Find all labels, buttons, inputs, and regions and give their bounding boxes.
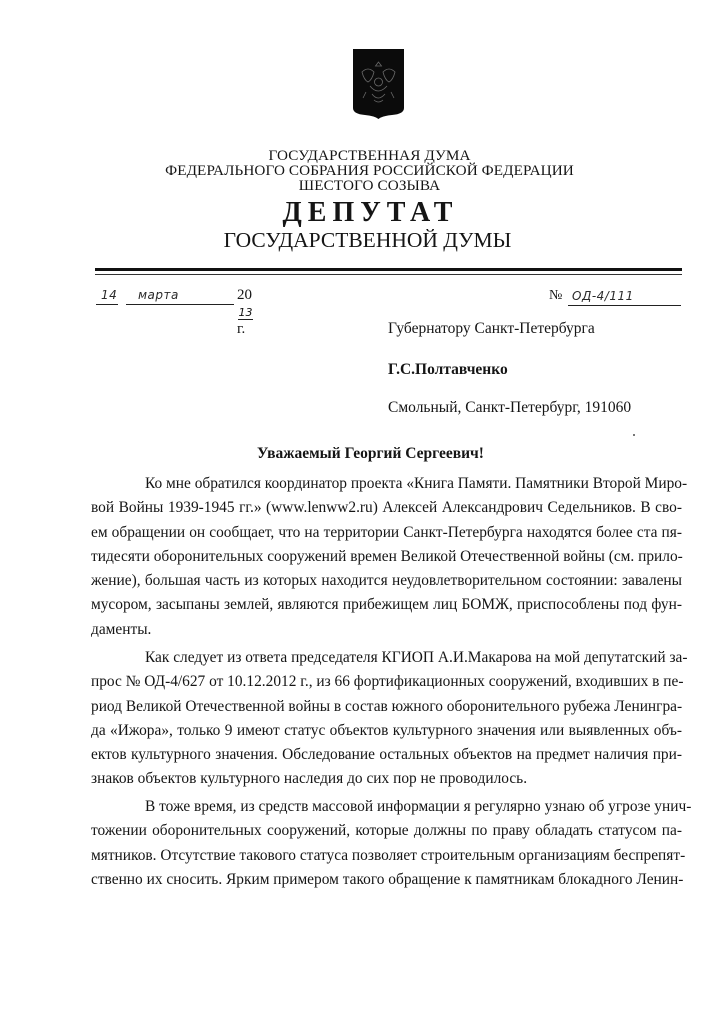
- letterhead-divider-thin: [95, 274, 682, 275]
- date-day: 14: [101, 288, 118, 302]
- coat-of-arms-emblem-icon: [352, 48, 405, 120]
- paragraph-1: [91, 472, 688, 642]
- paragraph-line: даменты.: [91, 620, 152, 638]
- addressee-name: Г.С.Полтавченко: [388, 361, 508, 378]
- paragraph-3: [91, 795, 692, 892]
- letterhead-title: ДЕПУТАТ: [282, 197, 459, 228]
- letterhead-divider-thick: [95, 268, 682, 271]
- paragraph-line: Как следует из ответа председателя КГИОП А.И.Макарова на мой депутатский за-: [145, 649, 688, 666]
- paragraph-line: знаков объектов культурного наследия до сих пор не проводилось.: [91, 770, 528, 788]
- paragraph-line: да «Ижора», только 9 имеют статус объектов культурного значения или выявленных объ-: [91, 721, 682, 739]
- paragraph-line: ектов культурного значения. Обследование остальных объектов на предмет наличия при-: [91, 746, 682, 764]
- paragraph-line: ственно их сносить. Ярким примером такого обращение к памятникам блокадного Ленин-: [91, 870, 684, 888]
- document-number: ОД-4/111: [572, 289, 634, 303]
- letterhead-line-2: ФЕДЕРАЛЬНОГО СОБРАНИЯ РОССИЙСКОЙ ФЕДЕРАЦИИ: [165, 162, 574, 179]
- paragraph-line: тожении оборонительных сооружений, которые должны по праву обладать статусом па-: [91, 822, 682, 840]
- paragraph-line: Ко мне обратился координатор проекта «Книга Памяти. Памятники Второй Миро-: [145, 475, 688, 492]
- paragraph-2: [91, 646, 688, 792]
- date-year-suffix: 13: [238, 306, 253, 319]
- paragraph-line: ем обращении он сообщает, что на территории Санкт-Петербурга находятся более ста пя-: [91, 523, 682, 541]
- salutation: Уважаемый Георгий Сергеевич!: [257, 445, 484, 462]
- date-month-line: [126, 287, 234, 305]
- scan-speck: [633, 434, 635, 436]
- paragraph-line: вой Войны 1939-1945 гг.» (www.lenww2.ru) Алексей Александрович Седельников. В сво-: [91, 499, 682, 517]
- paragraph-line: прос № ОД-4/627 от 10.12.2012 г., из 66 фортификационных сооружений, входивших в пе-: [91, 673, 684, 691]
- letterhead-subtitle: ГОСУДАРСТВЕННОЙ ДУМЫ: [223, 228, 512, 252]
- paragraph-line: жение), большая часть из которых находится неудовлетворительном состоянии: завалены: [91, 572, 682, 590]
- paragraph-line: тидесяти оборонительных сооружений времен Великой Отечественной войны (см. прило-: [91, 547, 683, 565]
- paragraph-line: В тоже время, из средств массовой информации я регулярно узнаю об угрозе унич-: [145, 798, 692, 815]
- date-day-line: [96, 287, 118, 305]
- date-year-unit: г.: [237, 321, 246, 337]
- document-number-field: [568, 288, 681, 306]
- date-year-prefix: 20: [237, 287, 252, 303]
- addressee-position: Губернатору Санкт-Петербурга: [388, 320, 595, 337]
- letterhead-line-1: ГОСУДАРСТВЕННАЯ ДУМА: [268, 147, 471, 164]
- number-sign: №: [549, 288, 563, 303]
- paragraph-line: мятников. Отсутствие такового статуса позволяет строительным организациям беспрепят-: [91, 846, 686, 864]
- date-month: марта: [138, 288, 179, 302]
- paragraph-line: мусором, засыпаны землей, являются прибежищем лиц БОМЖ, приспособлены под фун-: [91, 596, 682, 614]
- date-year: [237, 287, 254, 338]
- letterhead-line-3: ШЕСТОГО СОЗЫВА: [298, 177, 441, 194]
- addressee-address: Смольный, Санкт-Петербург, 191060: [388, 399, 632, 416]
- paragraph-line: риод Великой Отечественной войны в состав южного оборонительного рубежа Ленингра-: [91, 697, 683, 715]
